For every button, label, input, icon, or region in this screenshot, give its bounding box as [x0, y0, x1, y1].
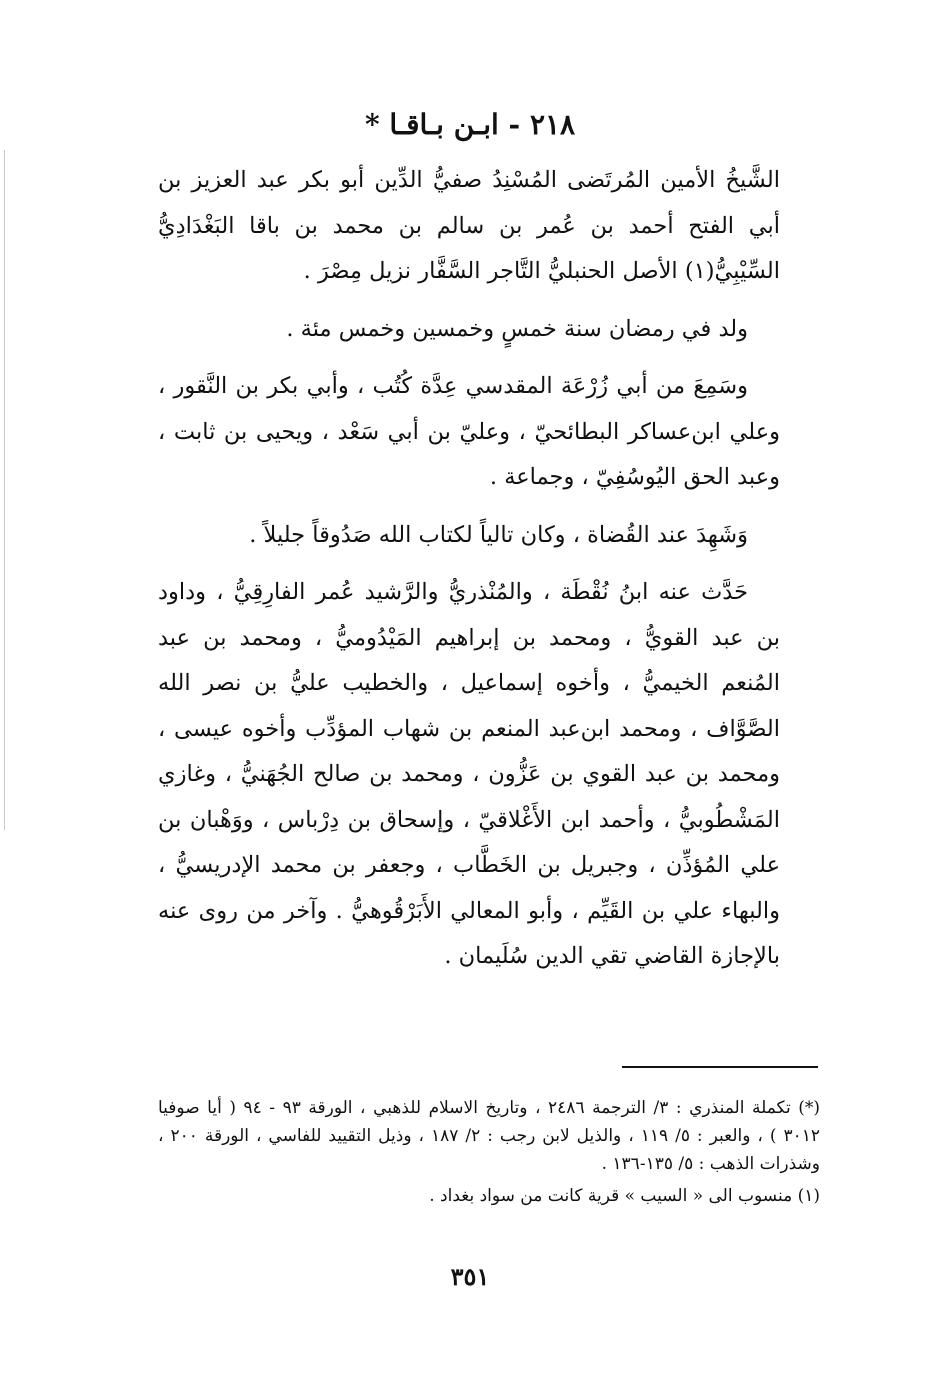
biography-body: [158, 158, 780, 992]
footnotes: [158, 1094, 820, 1210]
page-number: ٣٥١: [450, 1262, 490, 1291]
paragraph-name: الشَّيخُ الأمين المُرتَضى المُسْنِدُ صفيُّ الدِّين أبو بكر عبد العزيز بن أبي الفتح أحمد بن عُمر بن سالم بن محمد بن باقا البَغْدَادِيُّ السِّيْبِيُّ(١) الأصل الحنبليُّ التَّاجر السَّفَّار نزيل مِصْرَ .: [158, 167, 780, 284]
paragraph-testimony: وَشَهِدَ عند القُضاة ، وكان تالياً لكتاب الله صَدُوقاً جليلاً .: [249, 521, 748, 548]
scan-edge-line: [4, 150, 5, 830]
footnote-sources: (*) تكملة المنذري : ٣/ الترجمة ٢٤٨٦ ، وتاريخ الاسلام للذهبي ، الورقة ٩٣ - ٩٤ ( أيا صوفيا ٣٠١٢ ) ، والعبر : ٥/ ١١٩ ، والذيل لابن رجب : ٢/ ١٨٧ ، وذيل التقييد للفاسي ، الورقة ٢٠٠ ، وشذرات الذهب : ٥/ ١٣٥-١٣٦ .: [158, 1098, 821, 1174]
paragraph-birth: ولد في رمضان سنة خمسٍ وخمسين وخمس مئة .: [286, 315, 748, 342]
footnote-divider: [622, 1066, 818, 1068]
entry-heading: ٢١٨ - ابـن بـاقـا *: [364, 108, 576, 141]
footnote-1: (١) منسوب الى « السيب » قرية كانت من سواد بغداد .: [429, 1186, 820, 1206]
paragraph-teachers: وسَمِعَ من أبي زُرْعَة المقدسي عِدَّة كُتُب ، وأبي بكر بن النَّقور ، وعلي ابن‌عساكر البطائحيّ ، وعليّ بن أبي سَعْد ، ويحيى بن ثابت ، وعبد الحق اليُوسُفِيّ ، وجماعة .: [158, 373, 780, 490]
paragraph-students: حَدَّث عنه ابنُ نُقْطَة ، والمُنْذريُّ والرَّشيد عُمر الفارِقِيُّ ، وداود بن عبد القويُّ ، ومحمد بن إبراهيم المَيْدُوميُّ ، ومحمد بن عبد المُنعم الخيميُّ ، وأخوه إسماعيل ، والخطيب عليُّ بن نصر الله الصَّوَّاف ، ومحمد ابن‌عبد المنعم بن شهاب المؤدِّب وأخوه عيسى ، ومحمد بن عبد القوي بن عَزُّون ، ومحمد بن صالح الجُهَنيُّ ، وغازي المَشْطُوبيُّ ، وأحمد ابن الأَغْلاقيّ ، وإسحاق بن دِرْباس ، ووَهْبان بن علي المُؤذِّن ، وجبريل بن الخَطَّاب ، وجعفر بن محمد الإدريسيُّ ، والبهاء علي بن القَيِّم ، وأبو المعالي الأَبَرْقُوهيُّ . وآخر من روى عنه بالإجازة القاضي تقي الدين سُلَيمان .: [158, 579, 780, 969]
